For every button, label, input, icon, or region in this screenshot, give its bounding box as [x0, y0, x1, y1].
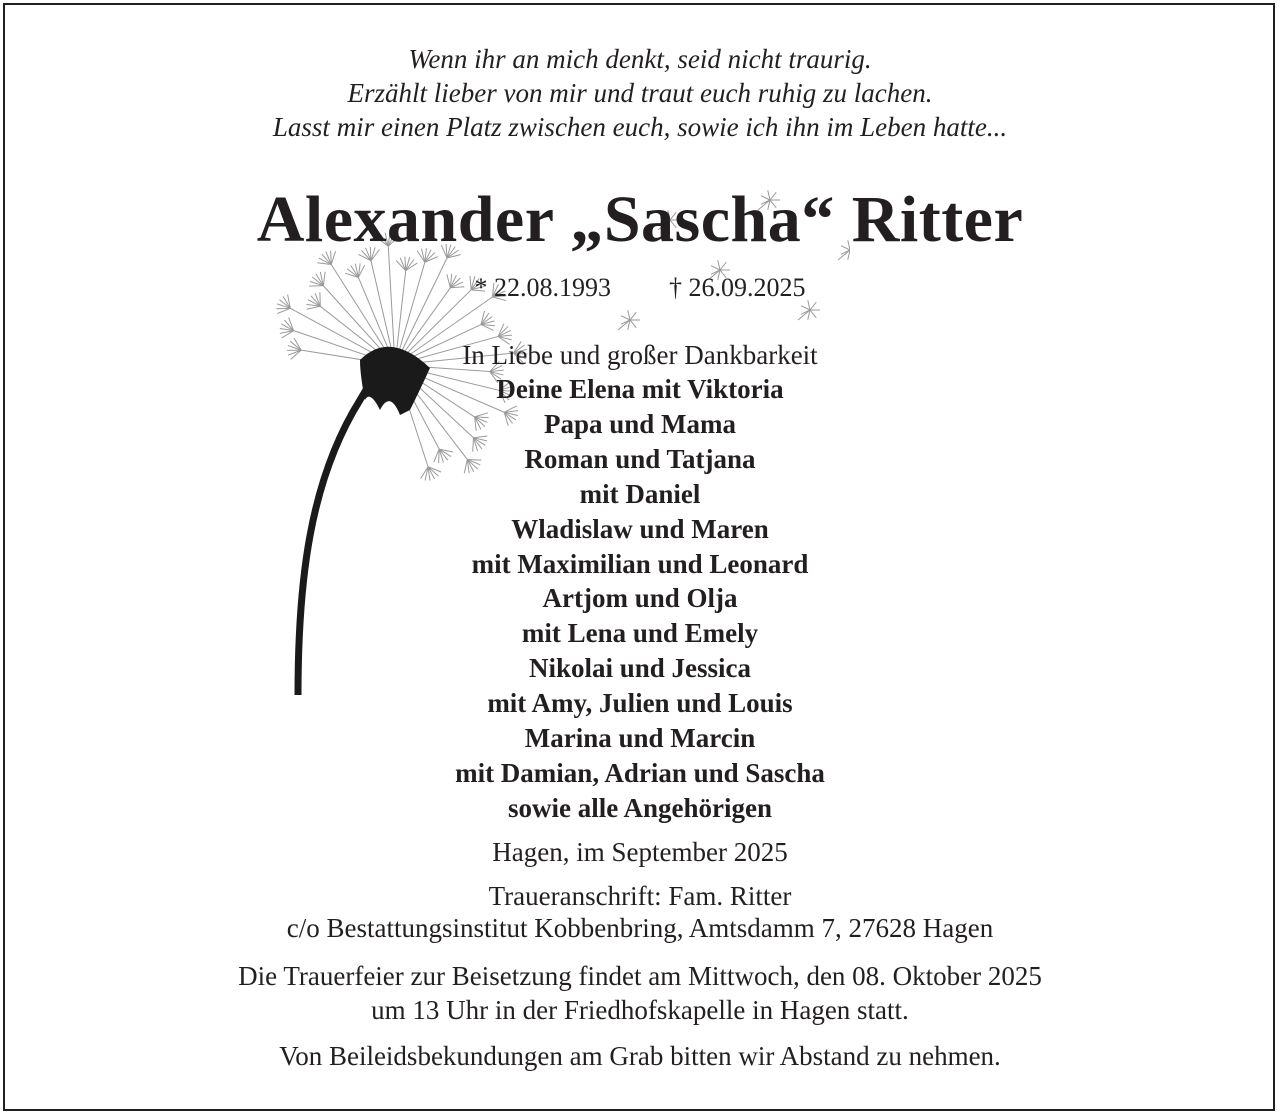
address-line: c/o Bestattungsinstitut Kobbenbring, Amtsdamm 7, 27628 Hagen [286, 913, 994, 943]
mourner-line: Papa und Mama [543, 408, 737, 439]
mourner-line: Roman und Tatjana [524, 443, 756, 474]
mourner-line: mit Lena und Emely [521, 618, 759, 649]
mourner-line: Nikolai und Jessica [528, 653, 752, 684]
death-date: † 26.09.2025 [669, 273, 806, 302]
mourner-line: mit Amy, Julien und Louis [487, 688, 793, 719]
mourner-line: mit Maximilian und Leonard [471, 548, 809, 579]
mourner-line: mit Daniel [579, 478, 701, 509]
mourner-line: Marina und Marcin [524, 723, 756, 754]
address-line: Traueranschrift: Fam. Ritter [488, 881, 792, 911]
mourner-line: Artjom und Olja [542, 583, 738, 614]
funeral-info [0, 959, 1280, 1027]
poem [0, 42, 1280, 144]
place-and-date: Hagen, im September 2025 [492, 837, 788, 867]
funeral-line: um 13 Uhr in der Friedhofskapelle in Hagen statt. [371, 995, 909, 1025]
condolence-request: Von Beileidsbekundungen am Grab bitten wir Abstand zu nehmen. [279, 1041, 1001, 1071]
mourner-line: mit Damian, Adrian und Sascha [455, 757, 825, 788]
life-dates [0, 272, 1280, 304]
poem-line: Lasst mir einen Platz zwischen euch, sowie ich ihn im Leben hatte... [272, 112, 1008, 142]
poem-line: Wenn ihr an mich denkt, seid nicht traurig. [408, 44, 872, 74]
birth-date: * 22.08.1993 [474, 273, 611, 302]
mourner-line: Wladislaw und Maren [511, 513, 769, 544]
poem-line: Erzählt lieber von mir und traut euch ruhig zu lachen. [347, 78, 933, 108]
deceased-name: Alexander „Sascha“ Ritter [256, 183, 1024, 256]
mourner-line: sowie alle Angehörigen [508, 792, 772, 823]
mourner-line: Deine Elena mit Viktoria [496, 374, 784, 404]
funeral-line: Die Trauerfeier zur Beisetzung findet am Mittwoch, den 08. Oktober 2025 [238, 961, 1042, 991]
mourners-list [0, 372, 1280, 826]
mourning-address [0, 880, 1280, 944]
dedication: In Liebe und großer Dankbarkeit [462, 340, 818, 370]
